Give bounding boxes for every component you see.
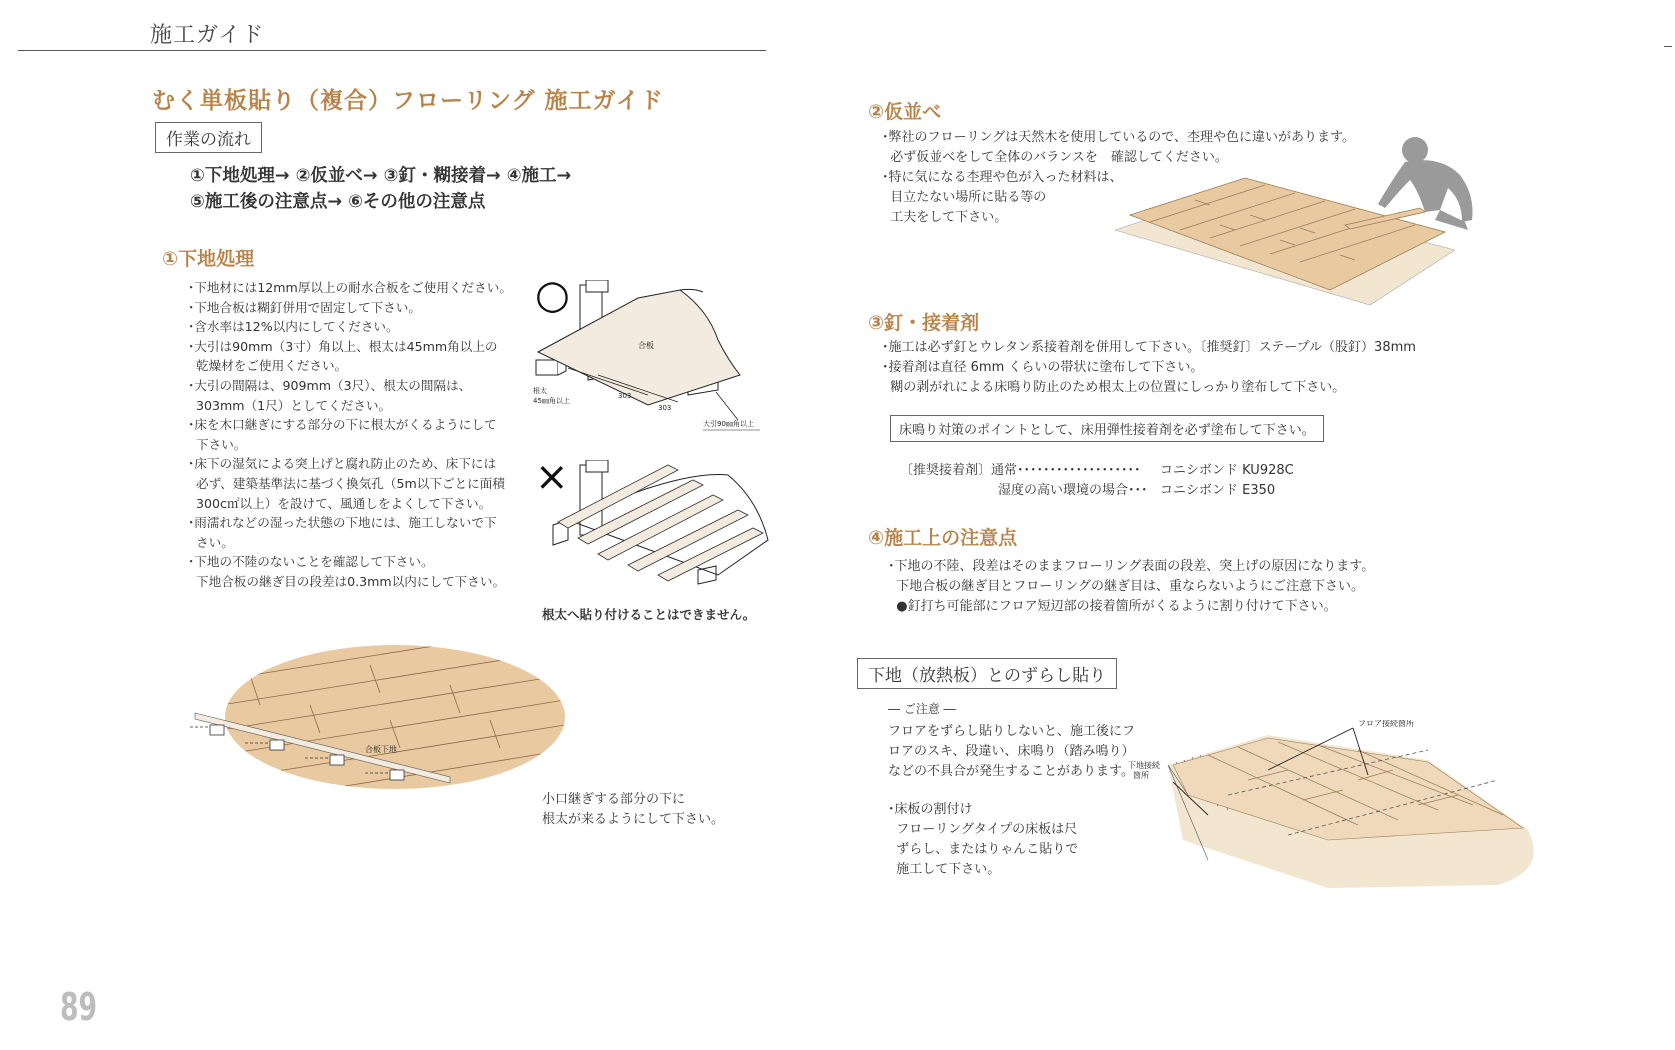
offset-installation-label: 下地（放熱板）とのずらし貼り [857,658,1117,689]
install-notes-list [888,557,1374,617]
header-rule [18,50,766,51]
list-item: ･床板の割付け [888,802,973,817]
trial-layout-illustration [1100,130,1480,310]
list-item: さい。 [188,534,234,550]
base-joint-label-2: 箇所 [1133,771,1149,780]
list-item: ロアのスキ、段違い、床鳴り（踏み鳴り） [888,744,1135,759]
running-header: 施工ガイド [150,23,265,48]
incorrect-mark: × [535,454,569,500]
list-item: 乾燥材をご使用ください。 [188,358,348,374]
adhesive-row2-label: 湿度の高い環境の場合･･･ [998,483,1148,498]
workflow-label: 作業の流れ [155,122,262,153]
list-item: 必ず仮並べをして全体のバランスを 確認してください。 [882,150,1228,165]
page-number: 89 [60,985,98,1029]
list-item: ずらし、またはりゃんこ貼りで [888,842,1079,857]
list-item: 工夫をして下さい。 [882,210,1008,225]
joist-size-label: 45㎜角以上 [533,397,570,405]
plywood-label: 合板 [638,341,654,350]
list-item: ･含水率は12%以内にしてください。 [188,319,399,335]
list-item: ･大引の間隔は、909mm（3尺）、根太の間隔は、 [188,377,472,393]
layout-rule-list [888,800,1078,880]
substrate-bullet-list [188,278,512,592]
list-item: ･特に気になる杢理や色が入った材料は、 [882,170,1123,185]
list-item: ･下地の不陸、段差はそのままフローリング表面の段差、突上げの原因になります。 [888,559,1375,574]
list-item: 300c㎡以上）を設けて、風通しをよくして下さい。 [188,495,492,511]
header-rule-right [1664,46,1672,47]
list-item: ･弊社のフローリングは天然木を使用しているので、杢理や色に違いがあります。 [882,130,1355,145]
list-item: 糊の剥がれによる床鳴り防止のため根太上の位置にしっかり塗布して下さい。 [882,380,1346,395]
caution-heading: ― ご注意 ― [888,702,956,716]
floor-caption-line2: 根太が来るようにして下さい。 [542,812,725,827]
workflow-steps-line1: ①下地処理→ ②仮並べ→ ③釘・糊接着→ ④施工→ [190,166,572,186]
list-item: ･床下の湿気による突上げと腐れ防止のため、床下には [188,456,497,472]
list-item: 303mm（1尺）としてください。 [188,397,392,413]
section-title-substrate: ①下地処理 [162,248,255,270]
correct-mark: ○ [535,272,570,318]
plywood-on-joists-diagram [528,280,773,440]
adhesive-row1-value: コニシボンド KU928C [1160,463,1294,478]
list-item: ･床を木口継ぎにする部分の下に根太がくるようにして [188,417,497,433]
list-item: 必ず、建築基準法に基づく換気孔（5m以下ごとに面積 [188,475,505,491]
list-item: ･下地の不陸のないことを確認して下さい。 [188,554,434,570]
floor-caption-line1: 小口継ぎする部分の下に [542,792,686,807]
list-item: ･下地合板は糊釘併用で固定して下さい。 [188,299,421,315]
list-item: などの不具合が発生することがあります。 [888,764,1134,779]
beam-label: 大引90㎜角以上 [703,420,754,428]
floor-joint-diagram [190,645,565,810]
span-label-2: 303 [658,404,672,412]
joist-label: 根太 [533,387,547,395]
bad-caption: 根太へ貼り付けることはできません。 [542,607,756,622]
section-title-trial-layout: ②仮並べ [868,101,942,123]
span-label-1: 303 [618,392,632,400]
adhesive-row2-value: コニシボンド E350 [1160,483,1276,498]
section-title-install-notes: ④施工上の注意点 [868,527,1018,549]
offset-installation-diagram [1128,720,1548,895]
list-item: ･施工は必ず釘とウレタン系接着剤を併用して下さい。〔推奨釘〕ステープル（股釘）38mm [882,340,1416,355]
list-item: 下さい。 [188,436,247,452]
list-item: フロアをずらし貼りしないと、施工後にフ [888,724,1136,739]
list-item: 施工して下さい。 [888,862,1001,877]
section-title-nails-adhesive: ③釘・接着剤 [868,312,980,334]
list-item: ･雨濡れなどの湿った状態の下地には、施工しないで下 [188,515,497,531]
adhesive-row1-label: 〔推奨接着剤〕通常･･･････････････････ [900,463,1141,478]
workflow-steps-line2: ⑤施工後の注意点→ ⑥その他の注意点 [190,192,486,212]
joists-only-diagram [528,460,793,600]
floor-joint-label: フロア接続箇所 [1358,720,1414,728]
list-item: ･下地材には12mm厚以上の耐水合板をご使用ください。 [188,280,512,295]
adhesive-callout: 床鳴り対策のポイントとして、床用弾性接着剤を必ず塗布して下さい。 [890,415,1324,442]
list-item: 下地合板の継ぎ目の段差は0.3mm以内にして下さい。 [188,573,506,589]
list-item: フローリングタイプの床板は尺 [888,822,1078,837]
page-title: むく単板貼り（複合）フローリング 施工ガイド [152,88,664,114]
list-item: ･大引は90mm（3寸）角以上、根太は45mm角以上の [188,338,498,354]
floor-base-label: 合板下地 [365,745,397,754]
list-item: 下地合板の継ぎ目とフローリングの継ぎ目は、重ならないようにご注意下さい。 [888,579,1365,594]
list-item: 目立たない場所に貼る等の [882,190,1047,205]
list-item: ･接着剤は直径 6mm くらいの帯状に塗布して下さい。 [882,360,1204,375]
caution-list [888,722,1135,782]
list-item: ●釘打ち可能部にフロア短辺部の接着箇所がくるように割り付けて下さい。 [888,599,1337,614]
nails-adhesive-list [882,338,1416,398]
base-joint-label-1: 下地接続 [1128,761,1160,770]
